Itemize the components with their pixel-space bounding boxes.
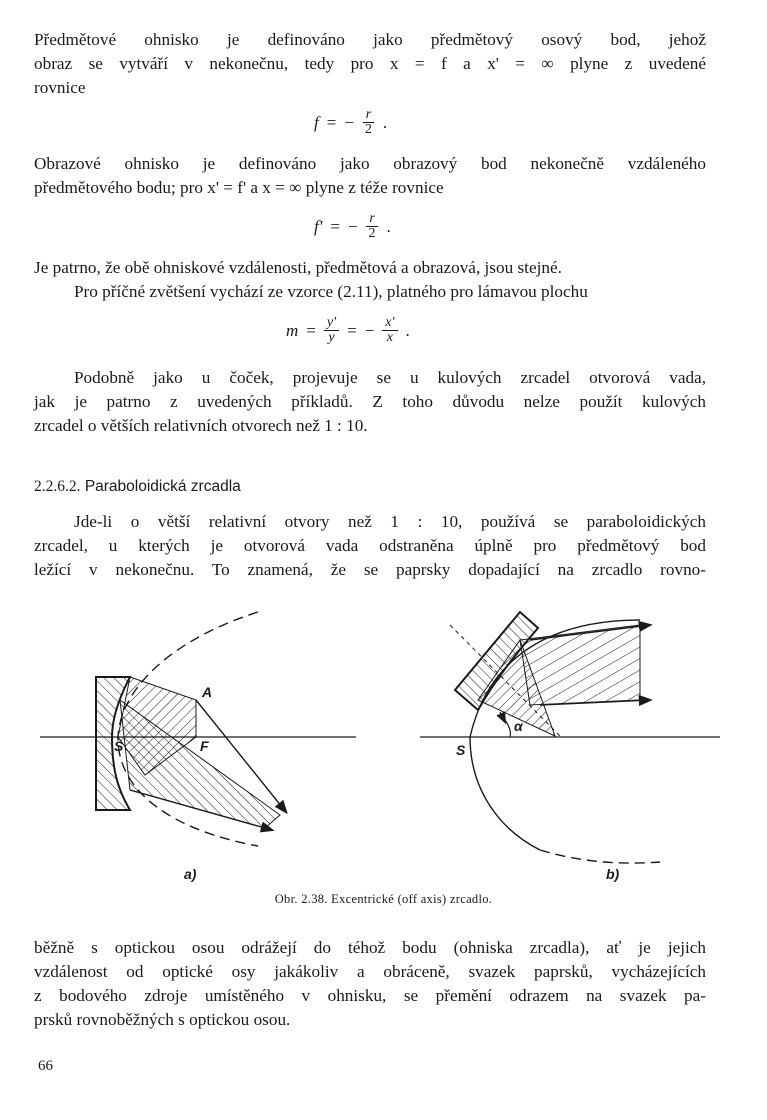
eq-lhs: f' <box>314 216 323 236</box>
reflected-beam <box>120 700 280 828</box>
eq-denominator: y <box>328 330 335 345</box>
eq-relation: = <box>330 216 340 236</box>
eq-denominator: 2 <box>364 122 372 137</box>
text-line: rovnice <box>34 78 86 97</box>
figure-a <box>40 612 356 846</box>
text-line: prsků rovnoběžných s optickou osou. <box>34 1010 291 1029</box>
text-line: z bodového zdroje umístěného v ohnisku, se přemění odrazem na svazek pa- <box>34 986 706 1005</box>
eq-lhs: m <box>286 320 299 340</box>
label-angle-alpha: α <box>514 718 523 734</box>
text-line: zrcadel o větších relativních otvorech než 1 : 10. <box>34 416 368 435</box>
label-point-a: A <box>202 684 213 700</box>
label-subfigure-a: a) <box>184 866 197 882</box>
eq-end: . <box>382 112 388 132</box>
eq-relation: = <box>347 320 357 340</box>
paragraph-reflection-focus <box>34 936 706 1032</box>
eq-denominator: 2 <box>368 226 376 241</box>
text-line: obraz se vytváří v nekonečnu, tedy pro x = f a x' = ∞ plyne z uvedené <box>34 54 706 73</box>
text-line: Jde-li o větší relativní otvory než 1 : 10, používá se paraboloidických <box>74 512 706 531</box>
text-line: zrcadel, u kterých je otvorová vada odstraněna úplně pro předmětový bod <box>34 536 706 555</box>
label-focus-f: F <box>200 738 209 754</box>
label-vertex-s: S <box>456 742 466 758</box>
figure-caption: Obr. 2.38. Excentrické (off axis) zrcadlo. <box>274 892 493 906</box>
eq-sign: − <box>364 320 375 340</box>
angle-arc <box>505 720 510 737</box>
eq-sign: − <box>344 112 354 132</box>
eq-sign: − <box>347 216 358 236</box>
text-line: ležící v nekonečnu. To znamená, že se paprsky dopadající na zrcadlo rovno- <box>34 560 706 579</box>
eq-denominator: x <box>386 330 393 345</box>
page-number: 66 <box>38 1058 53 1074</box>
eq-numerator: r <box>363 108 374 123</box>
text-line: jak je patrno z uvedených příkladů. Z toho důvodu nelze použít kulových <box>34 392 706 411</box>
text-line: Obrazové ohnisko je definováno jako obrazový bod nekonečně vzdáleného <box>34 154 706 173</box>
text-line: vzdálenost od optické osy jakákoliv a obráceně, svazek paprsků, vycházejících <box>34 962 706 981</box>
label-vertex-s: S <box>114 738 124 754</box>
eq-relation: = <box>326 112 337 132</box>
text-line: Předmětové ohnisko je definováno jako předmětový osový bod, jehož <box>34 30 706 49</box>
eq-numerator: r <box>366 212 377 227</box>
text-line: Pro příčné zvětšení vychází ze vzorce (2.11), platného pro lámavou plochu <box>74 282 588 301</box>
eq-end: . <box>386 216 391 236</box>
text-line: Je patrno, že obě ohniskové vzdálenosti, předmětová a obrazová, jsou stejné. <box>34 258 562 277</box>
section-title: Paraboloidická zrcadla <box>84 478 241 495</box>
section-number: 2.2.6.2. <box>34 478 81 495</box>
eq-numerator: y' <box>324 316 339 331</box>
figure-b <box>420 612 720 863</box>
eq-relation: = <box>306 320 316 340</box>
parabola-extension <box>540 850 660 863</box>
text-line: běžně s optickou osou odrážejí do téhož bodu (ohniska zrcadla), ať je jejich <box>34 938 706 957</box>
eq-lhs: f <box>314 112 319 132</box>
eq-end: . <box>405 320 410 340</box>
text-line: Podobně jako u čoček, projevuje se u kulových zrcadel otvorová vada, <box>74 368 706 387</box>
eq-numerator: x' <box>382 316 397 331</box>
label-subfigure-b: b) <box>606 866 620 882</box>
angle-arrow <box>500 712 505 722</box>
text-line: předmětového bodu; pro x' = f' a x = ∞ plyne z téže rovnice <box>34 178 444 197</box>
